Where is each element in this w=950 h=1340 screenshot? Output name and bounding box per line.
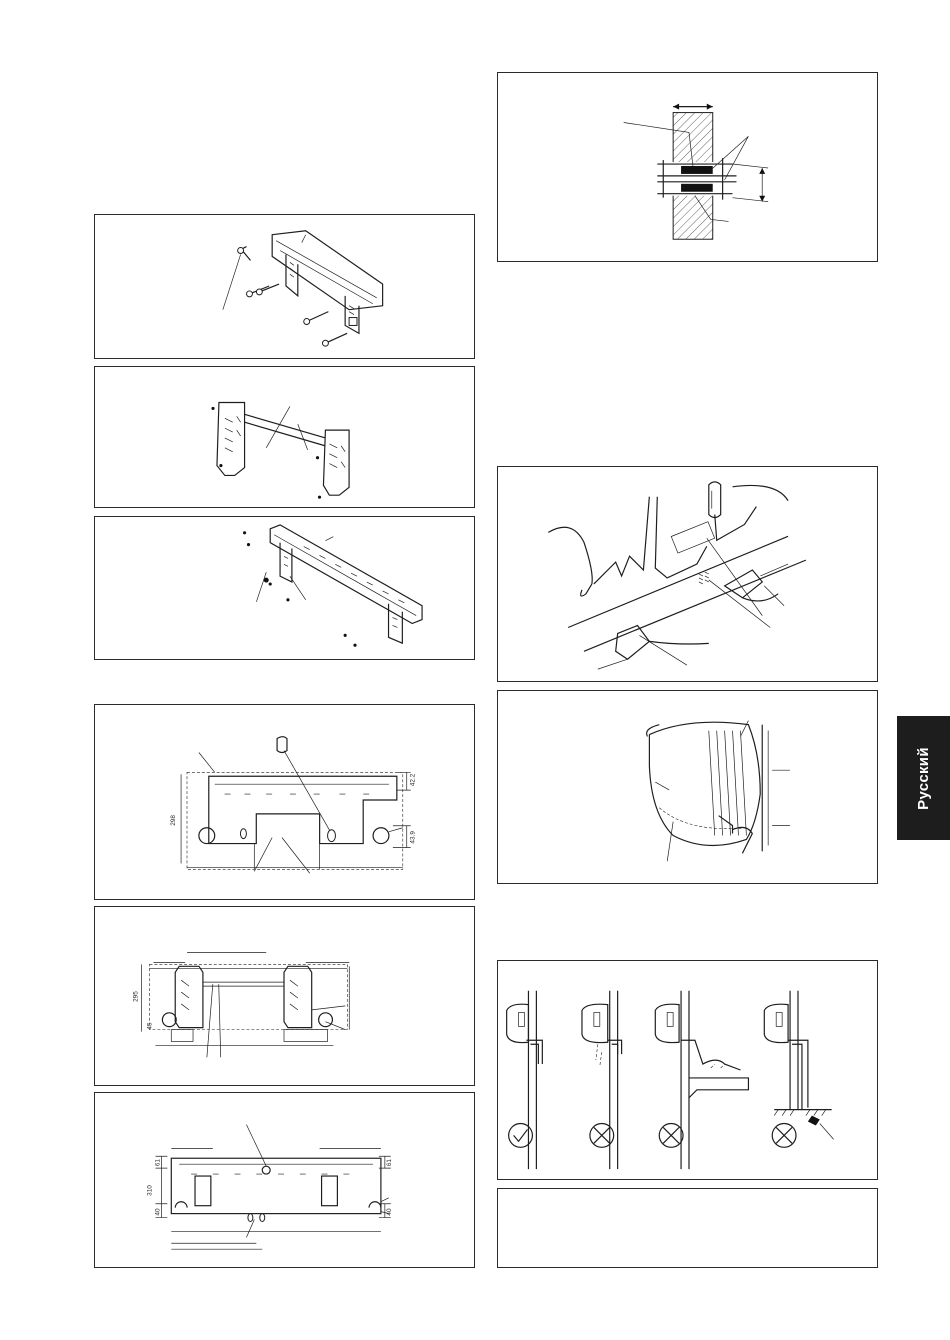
dimension-310: 310 — [146, 1185, 154, 1196]
language-tab-label: Русский — [915, 746, 932, 810]
width-arrow — [673, 104, 713, 110]
wall-line — [762, 725, 768, 852]
case-correct — [507, 991, 543, 1169]
fixing-points — [243, 531, 357, 647]
fig-mounting-plate-type-a — [94, 366, 475, 508]
dimension-45: 45 — [146, 1022, 154, 1030]
dimension-42-2: 42.2 — [409, 773, 417, 787]
fig-mounting-plate-screws — [94, 214, 475, 359]
wall-hole-sleeve-drawing — [498, 73, 877, 261]
outline — [171, 1125, 381, 1238]
right-bracket — [323, 430, 349, 495]
lower-bracket — [598, 626, 709, 670]
case-wrong-trough — [655, 991, 748, 1169]
drain-hose-routing-drawing — [498, 961, 877, 1179]
indoor-unit-side — [647, 722, 761, 861]
fig-pipe-hook-installation — [497, 466, 878, 682]
language-tab — [897, 716, 950, 840]
dimension-298: 298 — [170, 815, 178, 826]
mounting-plate-type-a-drawing — [95, 367, 474, 507]
outline — [187, 737, 403, 874]
fig-mounting-plate-dimensions-3 — [94, 1092, 475, 1268]
fig-wall-hole-sleeve — [497, 72, 878, 262]
mounting-plate-dimensions-2-drawing — [95, 907, 474, 1085]
mounting-plate-type-b-drawing — [95, 517, 474, 659]
mounting-plate-dimensions-1-drawing — [95, 705, 474, 899]
dimension-43-9: 43.9 — [409, 831, 417, 844]
dimension-61-left: 61 — [154, 1159, 162, 1167]
fig-mounting-plate-type-b — [94, 516, 475, 660]
screws — [223, 235, 347, 346]
dimension-lines — [181, 772, 411, 867]
unit-base — [548, 482, 806, 651]
outline — [150, 952, 348, 1057]
mounting-plate — [272, 231, 382, 334]
leader-lines — [655, 721, 790, 826]
unit-hooking-drawing — [498, 691, 877, 883]
fig-drain-hose-routing — [497, 960, 878, 1180]
dimension-lines — [155, 1148, 390, 1249]
case-wrong-submerged — [764, 991, 833, 1148]
dimension-61-right: 61 — [385, 1159, 393, 1167]
dimension-40-right: 40 — [385, 1208, 393, 1216]
dimension-lines — [142, 962, 350, 1045]
fig-empty-note-box — [497, 1188, 878, 1268]
cross-bar — [245, 406, 326, 449]
pipe-hook — [699, 564, 788, 627]
long-plate — [270, 525, 422, 643]
fig-unit-hooking — [497, 690, 878, 884]
fig-mounting-plate-dimensions-2 — [94, 906, 475, 1086]
fig-mounting-plate-dimensions-1 — [94, 704, 475, 900]
mounting-plate-screws-drawing — [95, 215, 474, 358]
dimension-295: 295 — [132, 991, 140, 1002]
mounting-plate-dimensions-3-drawing — [95, 1093, 474, 1267]
dimension-40-left: 40 — [154, 1208, 162, 1216]
pipe-hook-installation-drawing — [498, 467, 877, 681]
case-wrong-upward — [582, 991, 622, 1169]
